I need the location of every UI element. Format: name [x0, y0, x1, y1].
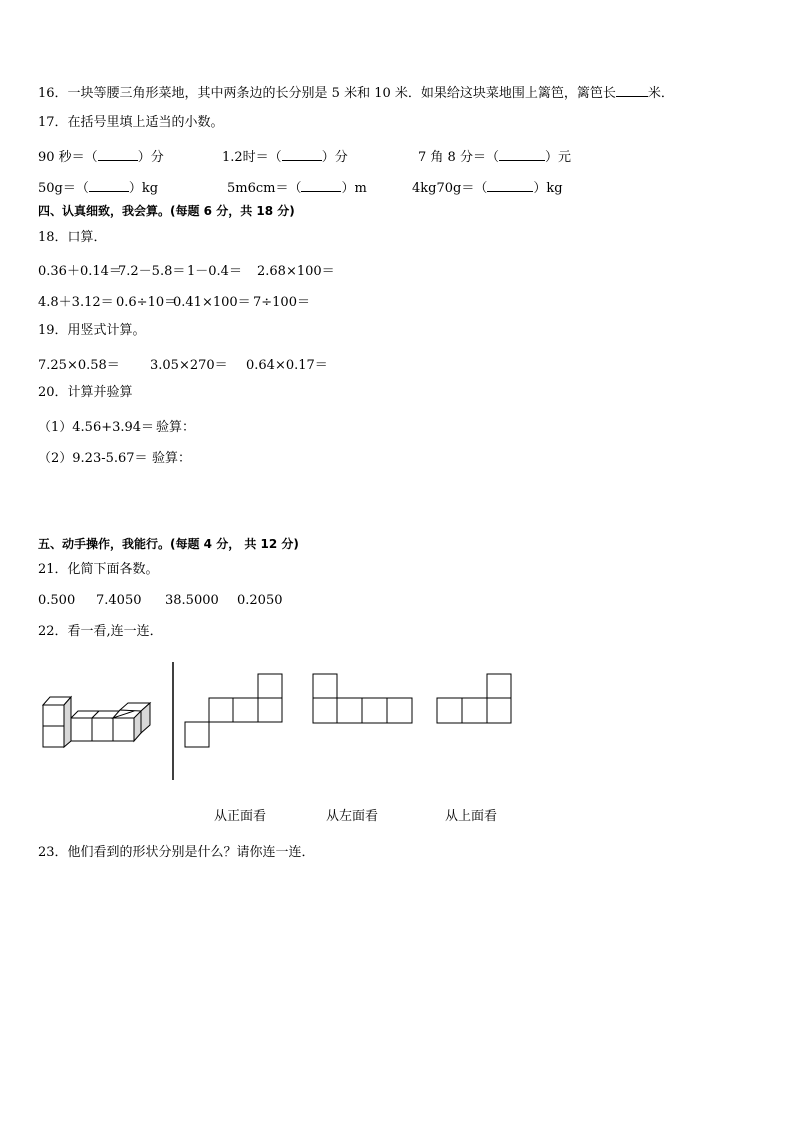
view-label-top: 从上面看: [445, 809, 498, 824]
q18-item: 2.68×100＝: [257, 264, 335, 279]
q17-item-3-text: 7 角 8 分＝（: [418, 150, 499, 165]
q17-item-3-unit: ）元: [544, 150, 571, 165]
q18-item: 4.8＋3.12＝: [38, 295, 114, 310]
q18-item: 7÷100＝: [253, 295, 310, 310]
cube-front: [113, 718, 134, 741]
view-shape-a: [185, 674, 282, 747]
q18-item: 0.41×100＝: [173, 295, 251, 310]
q17-item-4-unit: ）kg: [128, 181, 159, 196]
question-17-title: 17．在括号里填上适当的小数。: [38, 115, 224, 130]
cube-front: [71, 718, 92, 741]
view-label-left: 从左面看: [326, 809, 379, 824]
cube-side: [64, 697, 71, 747]
q21-item: 38.5000: [165, 593, 219, 608]
section-5-heading: 五、动手操作，我能行。(每题 4 分， 共 12 分): [38, 537, 299, 551]
view-label-front: 从正面看: [214, 809, 267, 824]
q17-item-6-text: 4kg70g＝（: [412, 181, 488, 196]
view-shape-c: [437, 674, 511, 723]
q18-item: 7.2－5.8＝: [118, 264, 186, 279]
q20-check-2: 验算：: [152, 451, 192, 466]
q21-item: 0.500: [38, 593, 76, 608]
question-18-title: 18．口算．: [38, 230, 107, 245]
cube-front: [92, 718, 113, 741]
q20-check-1: 验算：: [156, 420, 196, 435]
q17-item-5-unit: ）m: [341, 181, 367, 196]
question-21-title: 21．化简下面各数。: [38, 562, 159, 577]
cube-model: [43, 697, 150, 747]
question-19-title: 19．用竖式计算。: [38, 323, 146, 338]
q16-text-after: 米．: [647, 86, 674, 101]
q20-item-1: （1）4.56+3.94＝: [38, 420, 155, 435]
q18-item: 0.6÷10＝: [116, 295, 178, 310]
q19-item: 7.25×0.58＝: [38, 358, 120, 373]
q17-item-2-text: 1.2时＝（: [222, 150, 282, 165]
q17-item-2-unit: ）分: [321, 150, 348, 165]
q20-item-2: （2）9.23-5.67＝: [38, 451, 148, 466]
q16-text: 16．一块等腰三角形菜地，其中两条边的长分别是 5 米和 10 米．如果给这块菜地围上篱笆，篱笆长: [38, 86, 616, 101]
section-4-heading: 四、认真细致，我会算。(每题 6 分，共 18 分): [38, 204, 295, 218]
q17-item-1-unit: ）分: [137, 150, 164, 165]
q17-item-4-text: 50g＝（: [38, 181, 89, 196]
cube-side: [134, 711, 141, 741]
cube-front: [43, 705, 64, 726]
q17-item-6-unit: ）kg: [533, 181, 563, 196]
q18-item: 0.36＋0.14＝: [38, 264, 122, 279]
q17-item-5-text: 5m6cm＝（: [227, 181, 302, 196]
q19-item: 0.64×0.17＝: [246, 358, 328, 373]
q19-item: 3.05×270＝: [150, 358, 228, 373]
q17-item-1-text: 90 秒＝（: [38, 150, 98, 165]
question-22-title: 22．看一看,连一连．: [38, 624, 163, 639]
q21-item: 7.4050: [96, 593, 142, 608]
q21-item: 0.2050: [237, 593, 283, 608]
cube-front: [43, 726, 64, 747]
view-shape-b: [313, 674, 412, 723]
q18-item: 1－0.4＝: [187, 264, 242, 279]
question-23-title: 23．他们看到的形状分别是什么？请你连一连．: [38, 845, 315, 860]
question-20-title: 20．计算并验算: [38, 385, 133, 400]
